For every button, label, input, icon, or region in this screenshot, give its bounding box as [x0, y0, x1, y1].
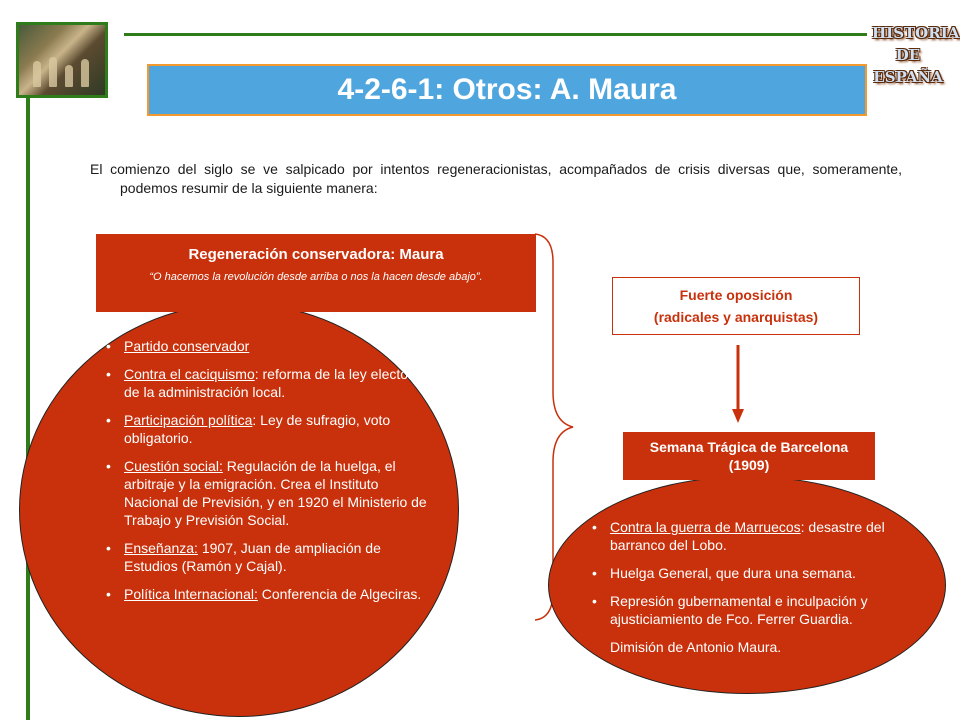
semana-tragica-box — [623, 432, 875, 480]
top-horizontal-rule — [124, 33, 867, 36]
logo-line: DE — [895, 46, 921, 64]
item-key: Contra la guerra de Marruecos — [610, 519, 801, 535]
painting-figure — [33, 61, 41, 87]
slide-title: 4-2-6-1: Otros: A. Maura — [147, 64, 867, 116]
item-text: Huelga General, que dura una semana. — [610, 565, 856, 581]
list-item — [590, 518, 910, 554]
item-text: : reforma de la ley electoral y de la administración local. — [124, 366, 435, 400]
item-key: Contra el caciquismo — [124, 366, 255, 382]
regeneration-heading: Regeneración conservadora: Maura — [188, 246, 444, 263]
item-key: Política Internacional: — [124, 586, 258, 602]
semana-line2: (1909) — [728, 457, 770, 473]
item-key: Partido conservador — [124, 338, 250, 354]
semana-line1: Semana Trágica de Barcelona — [649, 439, 849, 455]
item-text: Represión gubernamental e inculpación y ajusticiamiento de Fco. Ferrer Guardia. — [610, 593, 868, 627]
painting-figure — [81, 59, 89, 87]
painting-thumbnail — [16, 22, 108, 98]
item-key: Cuestión social: — [124, 458, 223, 474]
left-vertical-rule — [26, 70, 30, 720]
historia-de-espana-logo — [872, 22, 960, 88]
item-text: Regulación de la huelga, el arbitraje y la emigración. Crea el Instituto Nacional de Previsión, y en 1920 el Ministerio de Trabajo y Previsión Social. — [124, 458, 427, 528]
item-text: Dimisión de Antonio Maura. — [610, 639, 782, 655]
maura-quote: “O hacemos la revolución desde arriba o nos la hacen desde abajo”. — [149, 271, 483, 283]
down-arrow-icon — [730, 345, 746, 423]
list-item — [104, 365, 436, 401]
list-item — [590, 592, 910, 628]
list-item — [104, 457, 436, 529]
list-item — [590, 564, 910, 582]
painting-figure — [65, 65, 73, 87]
regeneration-box — [96, 234, 536, 312]
item-text: : desastre del barranco del Lobo. — [610, 519, 885, 553]
intro-paragraph: El comienzo del siglo se ve salpicado por intentos regeneracionistas, acompañados de crisis diversas que, someramente, podemos resumir de la siguiente manera: — [90, 161, 902, 196]
item-key: Participación política — [124, 412, 253, 428]
opposition-line2: (radicales y anarquistas) — [653, 309, 819, 325]
item-text: : Ley de sufragio, voto obligatorio. — [124, 412, 391, 446]
painting-figure — [49, 57, 57, 87]
logo-line: HISTORIA — [872, 24, 960, 42]
list-item — [590, 638, 910, 656]
opposition-line1: Fuerte oposición — [679, 287, 793, 303]
semana-tragica-list — [590, 518, 910, 666]
logo-line: ESPAÑA — [873, 68, 943, 86]
list-item — [104, 411, 436, 447]
item-text: Conferencia de Algeciras. — [257, 586, 422, 602]
item-text: 1907, Juan de ampliación de Estudios (Ramón y Cajal). — [124, 540, 381, 574]
list-item — [104, 337, 436, 355]
list-item — [104, 585, 436, 603]
item-key: Enseñanza: — [124, 540, 198, 556]
list-item — [104, 539, 436, 575]
conservative-policies-list — [104, 337, 436, 613]
opposition-box — [612, 277, 860, 335]
